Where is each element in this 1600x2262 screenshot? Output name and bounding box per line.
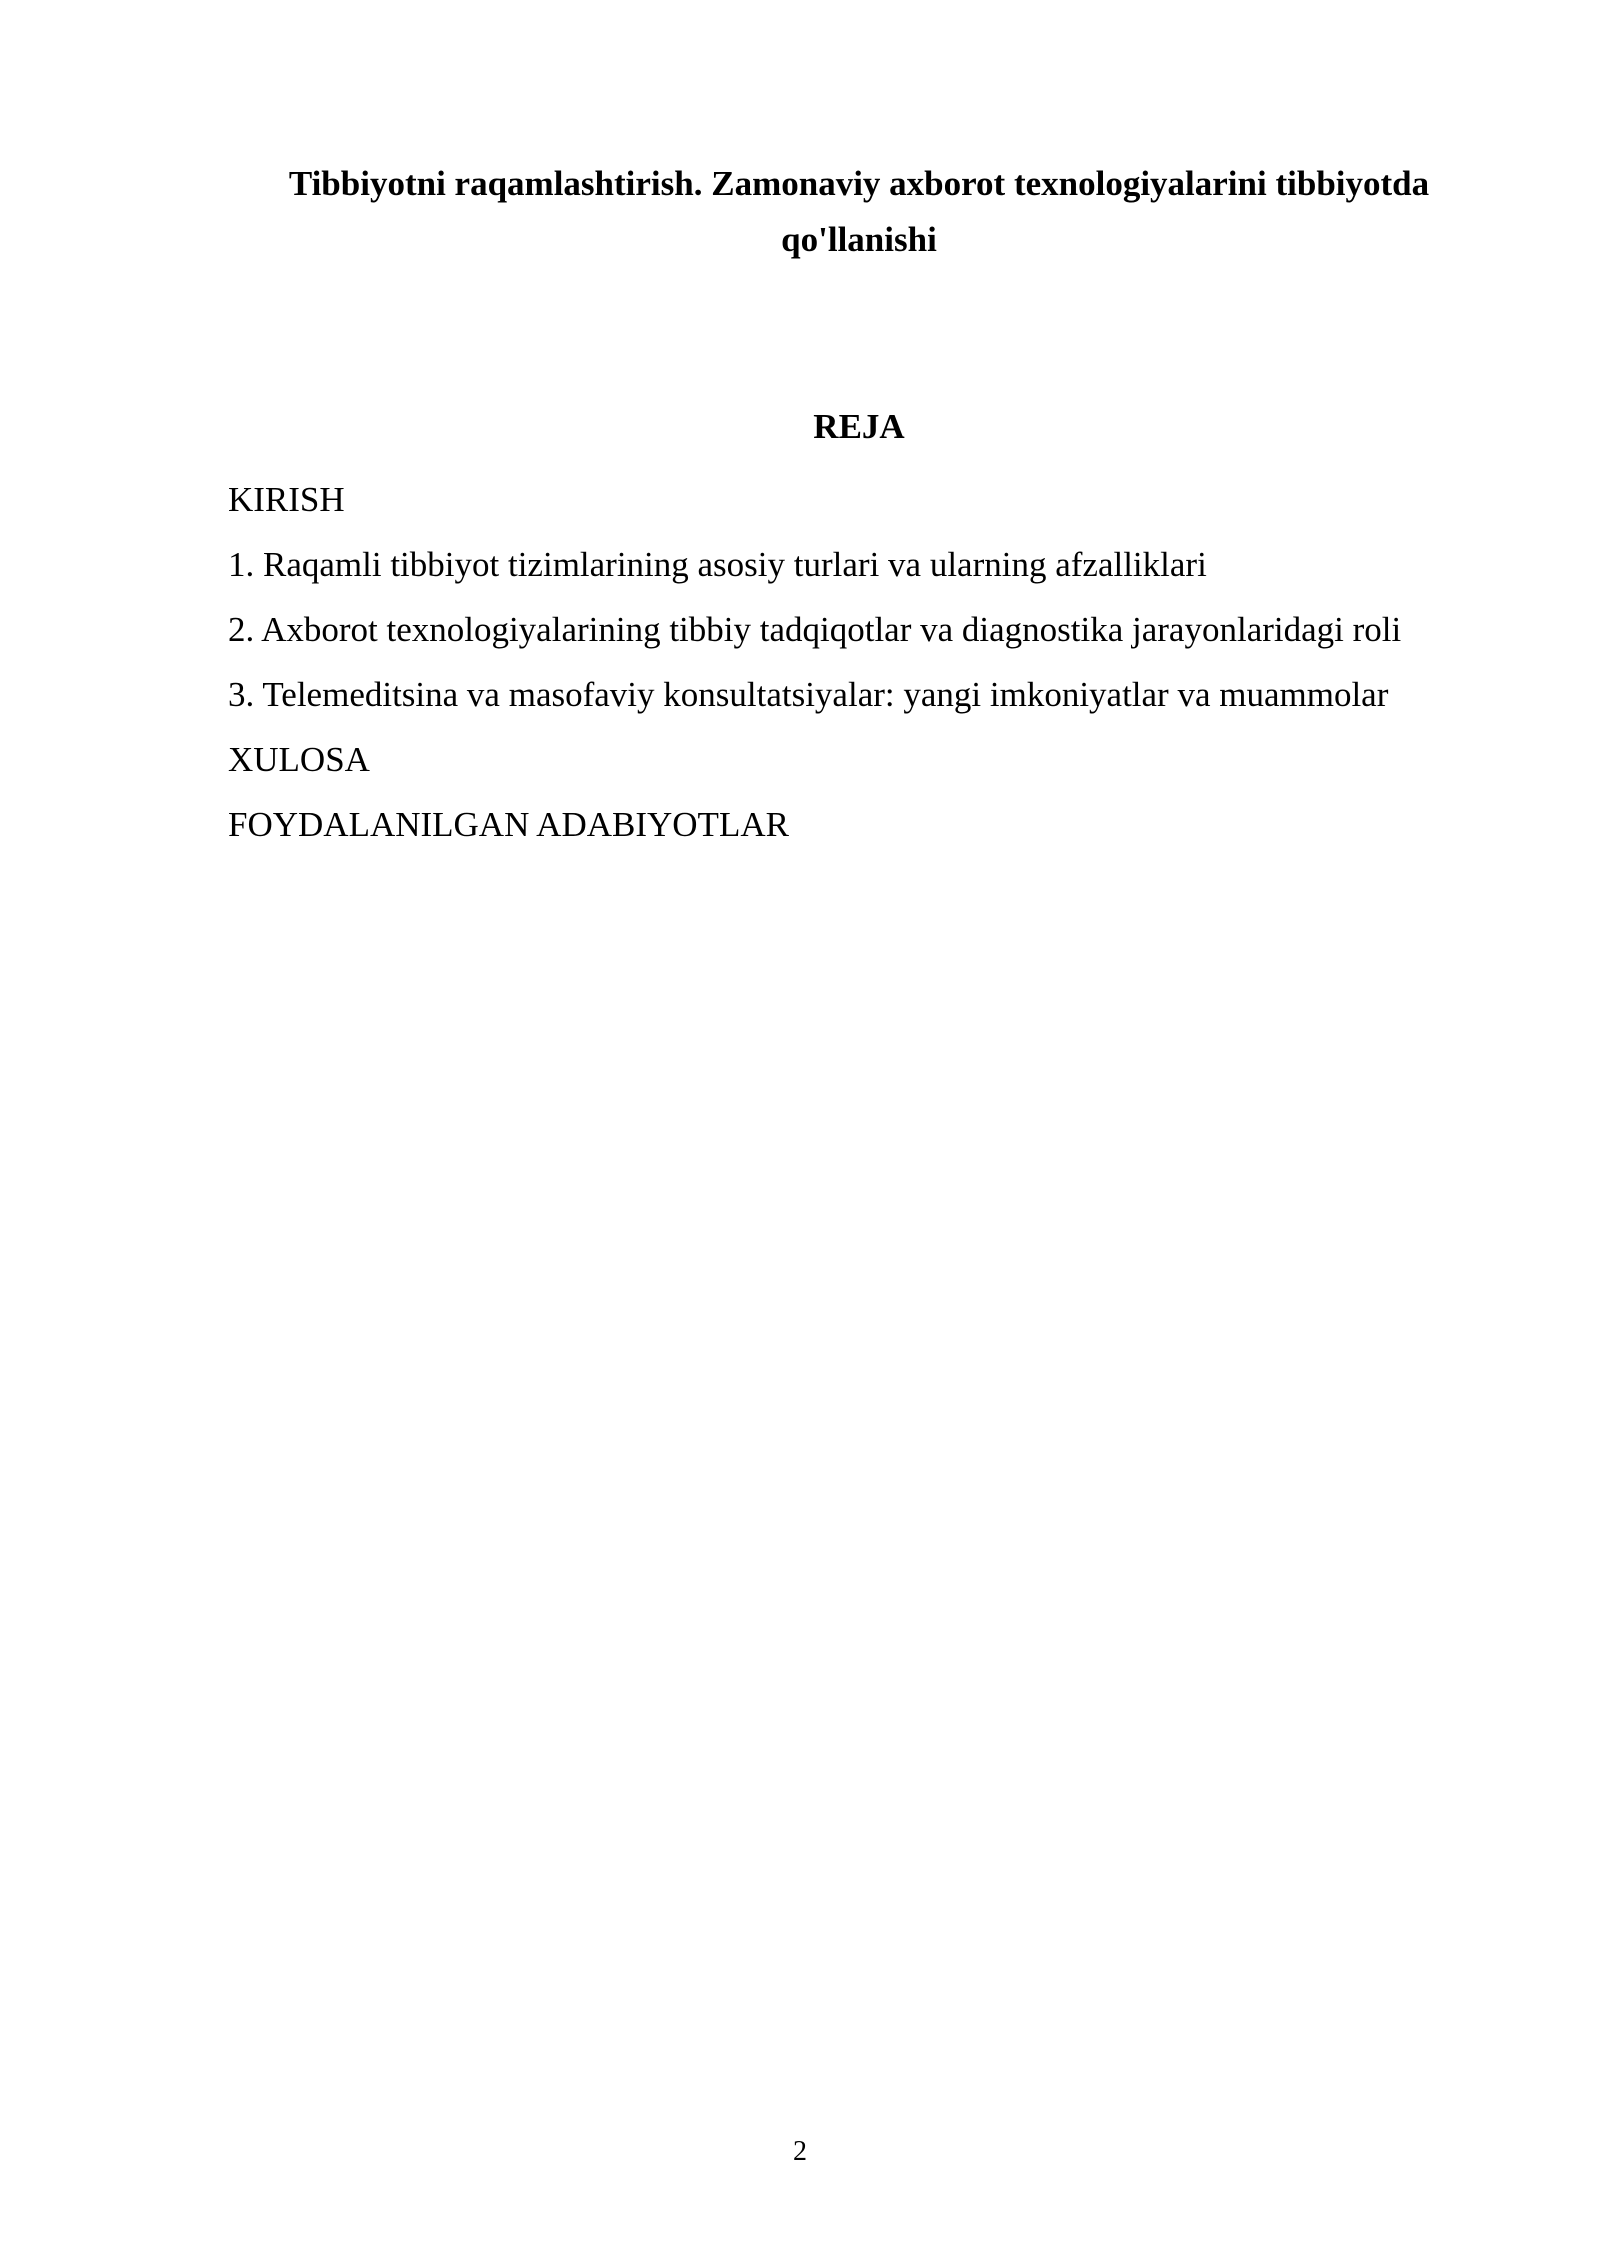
plan-item-1: 1. Raqamli tibbiyot tizimlarining asosiy turlari va ularning afzalliklari bbox=[228, 545, 1207, 584]
plan-item-references: FOYDALANILGAN ADABIYOTLAR bbox=[228, 805, 789, 844]
plan-heading: REJA bbox=[813, 407, 905, 446]
page-number: 2 bbox=[793, 2136, 807, 2167]
plan-list bbox=[228, 472, 1518, 862]
document-title: Tibbiyotni raqamlashtirish. Zamonaviy axborot texnologiyalarini tibbiyotda qo'llanishi bbox=[288, 164, 1430, 259]
plan-item-3: 3. Telemeditsina va masofaviy konsultatsiyalar: yangi imkoniyatlar va muammolar bbox=[228, 675, 1389, 714]
plan-item-2: 2. Axborot texnologiyalarining tibbiy tadqiqotlar va diagnostika jarayonlaridagi roli bbox=[228, 610, 1402, 649]
plan-item-introduction: KIRISH bbox=[228, 480, 345, 519]
plan-item-conclusion: XULOSA bbox=[228, 740, 370, 779]
